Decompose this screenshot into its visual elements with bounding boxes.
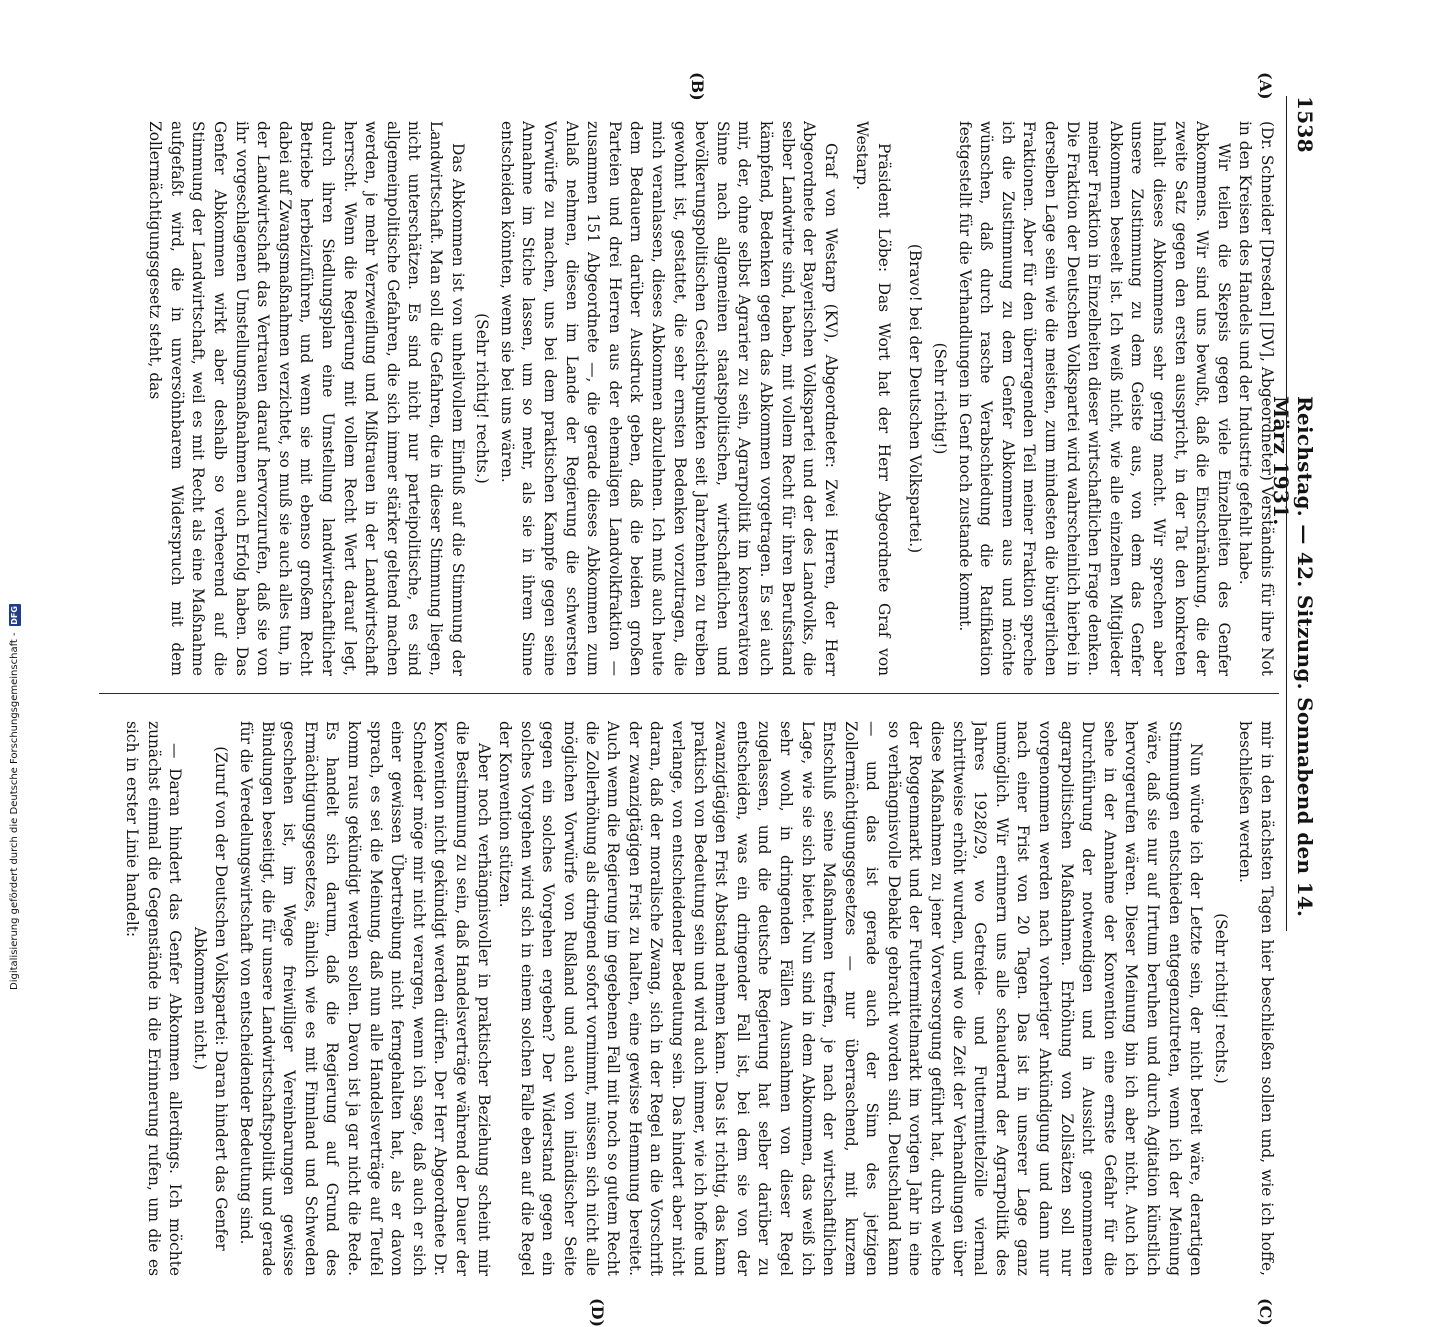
margin-marker-a: (A) — [1256, 72, 1275, 100]
interjection: (Zuruf von der Deutschen Volkspartei: Daran hindert das Genfer Abkommen nicht.) — [190, 746, 231, 1251]
interjection: (Sehr richtig!) — [931, 342, 950, 455]
interjection: (Sehr richtig! rechts.) — [1211, 913, 1230, 1084]
header-rule — [1286, 96, 1287, 931]
margin-marker-c: (C) — [1256, 1298, 1275, 1326]
margin-marker-d: (D) — [588, 1298, 607, 1327]
paragraph: Aber noch verhängnisvoller in praktischer Beziehung scheint mir die Bestimmung zu sein, daß Handelsverträge während der Dauer der Konvention nicht gekündigt werden dürfen. Der Herr Abgeordnete Dr. Schneider möge mir nicht verargen, wenn ich sage, daß auch er sich einer gewissen Übertreibung nicht ferngehalten hat, als er davon sprach, es sei die Meinung, daß nun alle Handelsverträge auf Teufel komm raus gekündigt werden sollen. Davon ist ja gar nicht die Rede. Es handelt sich darum, daß die Regierung auf Grund des Ermächtigungsgesetzes, ähnlich wie es mit Finnland und Schweden geschehen ist, im Wege freiwilliger Vereinbarungen gewisse Bindungen beseitigt, die für unsere Landwirtschaftspolitik und gerade für die Veredelungswirtschaft von entscheidender Bedeutung sind. — [237, 721, 493, 1276]
right-column — [97, 721, 1277, 1276]
margin-marker-b: (B) — [688, 72, 707, 101]
page-number: 1538 — [1293, 96, 1317, 153]
page-header — [1269, 96, 1317, 931]
column-divider — [99, 693, 1279, 694]
paragraph: Graf von Westarp (KV), Abgeordneter: Zwei Herren, der Herr Abgeordnete der Bayerischen Volkspartei und der des Landvolks, die selber Landwirte sind, haben, mit vollem Recht für ihren Berufsstand kämpfend, Bedenken gegen das Abkommen vorgetragen. Es sei auch mir, der, ohne selbst Agrarier zu sein, Agrarpolitik im konservativen Sinne nach allgemeinen staatspolitischen, wirtschaftlichen und bevölkerungspolitischen Gesichtspunkten seit Jahrzehnten zu treiben gewohnt ist, gestattet, die sehr ernsten Bedenken vorzutragen, die mich veranlassen, dieses Abkommen abzulehnen. Ich muß auch heute dem Bedauern darüber Ausdruck geben, daß die beiden großen Parteien und drei Herren aus der ehemaligen Landvolkfraktion — zusammen 151 Abgeordnete —, die gerade dieses Abkommen zum Anlaß nehmen, diesen im Lande der Regierung die schwersten Vorwürfe zu machen, uns bei dem praktischen Kampfe gegen seine Annahme im Stiche lassen, um so mehr, als sie in ihrem Sinne entscheiden könnten, wenn sie bei uns wären. — [497, 121, 840, 676]
paragraph: (Dr. Schneider [Dresden] [DV], Abgeordneter) Verständnis für ihre Not in den Kreisen des Handels und der Industrie gefehlt habe. — [1236, 121, 1276, 676]
paragraph: Das Abkommen ist von unheilvollem Einfluß auf die Stimmung der Landwirtschaft. Man soll die Gefahren, die in dieser Stimmung liegen, nicht unterschätzen. Es sind nicht nur parteipolitische, es sind allgemeinpolitische Gefahren, die sich immer stärker geltend machen werden, je mehr Verzweiflung und Mißtrauen in der Landwirtschaft herrscht. Wenn die Regierung mit vollem Recht Wert darauf legt, durch ihren Siedlungsplan eine Umstellung landwirtschaftlicher Betriebe herbeizuführen, und wenn sie mit ebenso großem Recht dabei auf Zwangsmaßnahmen verzichtet, so muß sie auch alles tun, in der Landwirtschaft das Vertrauen darauf hervorzurufen, daß sie von ihr vorgeschlagenen Umstellungsmaßnahmen auch Erfolg haben. Das Genfer Abkommen wirkt aber deshalb so verheerend auf die Stimmung der Landwirtschaft, weil es mit Recht als eine Maßnahme aufgefaßt wird, die in unversöhnbarem Widerspruch mit dem Zollermächtigungsgesetz steht, das — [146, 121, 467, 676]
dfg-logo: DFG — [10, 606, 19, 625]
paragraph: Wir teilen die Skepsis gegen viele Einzelheiten des Genfer Abkommens. Wir sind uns bewußt, daß die Einschränkung, die der zweite Satz gegen den ersten ausspricht, in der Tat den konkreten Inhalt dieses Abkommens sehr gering macht. Wir sprechen aber unsere Zustimmung zu dem Geiste aus, von dem das Genfer Abkommen beseelt ist. Ich weiß nicht, wie alle einzelnen Mitglieder meiner Fraktion in Einzelheiten dieser wirtschaftlichen Frage denken. Die Fraktion der Deutschen Volkspartei wird wahrscheinlich hierbei in derselben Lage sein wie die meisten, zum mindesten die bürgerlichen Fraktionen. Aber für den überragenden Teil meiner Fraktion spreche ich die Zustimmung zu dem Genfer Abkommen aus und möchte wünschen, daß durch rasche Verabschiedung die Ratifikation festgestellt für die Verhandlungen in Genf noch zustande kommt. — [955, 121, 1233, 676]
digitization-credit — [8, 10, 22, 990]
interjection: (Sehr richtig! rechts.) — [473, 313, 492, 484]
header-title: Reichstag. — 42. Sitzung. Sonnabend den 14. März 1931. — [1269, 396, 1317, 918]
document-page — [52, 66, 1327, 1327]
credit-text: Digitalisierung gefördert durch die Deutsche Forschungsgemeinschaft - — [9, 632, 20, 990]
paragraph: — Daran hindert das Genfer Abkommen allerdings. Ich möchte zunächst einmal die Gegenstände in die Erinnerung rufen, um die es sich in erster Linie handelt: — [123, 721, 185, 1276]
paragraph: mir in den nächsten Tagen hier beschließen sollen und, wie ich hoffe, beschließen werden. — [1236, 721, 1276, 1276]
speaker-intro: Präsident Löbe: Das Wort hat der Herr Abgeordnete Graf von Westarp. — [853, 121, 893, 676]
interjection: (Bravo! bei der Deutschen Volkspartei.) — [906, 243, 925, 554]
paragraph: Nun würde ich der Letzte sein, der nicht bereit wäre, derartigen Stimmungen entschieden entgegenzutreten, wenn ich der Meinung wäre, daß sie nur auf Irrtum beruhen und durch Agitation künstlich hervorgerufen wären. Dieser Meinung bin ich aber nicht. Auch ich sehe in der Annahme der Konvention eine ernste Gefahr für die Durchführung der notwendigen und in Aussicht genommenen agrarpolitischen Maßnahmen. Erhöhung von Zollsätzen soll nur vorgenommen werden nach vorheriger Ankündigung und dann nur nach einer Frist von 20 Tagen. Das ist in unserer Lage ganz unmöglich. Wir erinnern uns alle schaudernd der Agrarpolitik des Jahres 1928/29, wo Getreide- und Futtermittelzölle viermal schrittweise erhöht wurden, und wo die Zeit der Verhandlungen über diese Maßnahmen zu jener Vorversorgung geführt hat, durch welche der Roggenmarkt und der Futtermittelmarkt im vorigen Jahr in eine so verhängnisvolle Debakle gebracht worden sind. Deutschland kann — und das ist gerade auch der Sinn des jetzigen Zollermächtigungsgesetzes — nur überraschend, mit kurzem Entschluß seine Maßnahmen treffen, je nach der wirtschaftlichen Lage, wie sie sich bietet. Nun sind in dem Abkommen, das weiß ich sehr wohl, in dringenden Fällen Ausnahmen von dieser Regel zugelassen, und die deutsche Regierung hat selber darüber zu entscheiden, was ein dringender Fall ist, bei dem sie von der zwanzigtägigen Frist Abstand nehmen kann. Das ist richtig, das kann praktisch von Bedeutung sein und wird auch immer, wie ich hoffe und verlange, von entscheidender Bedeutung sein. Das hindert aber nicht daran, daß der moralische Zwang, sich in der Regel an die Vorschrift der zwanzigtägigen Frist zu halten, eine gewisse Hemmung bereitet. Auch wenn die Regierung im gegebenen Fall mit noch so gutem Recht die Zollerhöhung als dringend sofort vornimmt, müssen sich nicht alle möglichen Vorwürfe von Rußland und auch von inländischer Seite gegen ein solches Vorgehen ergeben? Der Widerstand gegen ein solches Vorgehen wird sich in einem solchen Falle eben auf die Regel der Konvention stützen. — [496, 721, 1206, 1276]
left-column — [97, 121, 1277, 676]
